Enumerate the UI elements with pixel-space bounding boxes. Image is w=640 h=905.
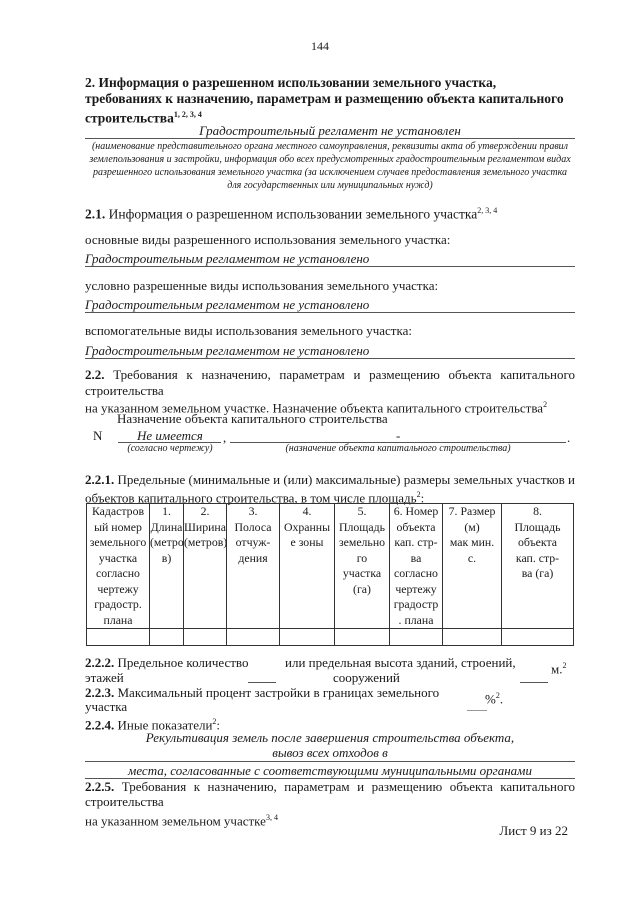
section-2-2-3-period: . — [499, 691, 504, 707]
section-2-2-1-title-line1: Предельные (минимальные и (или) максимальные) размеры земельных участков и — [117, 472, 576, 487]
purpose-period: . — [567, 430, 571, 445]
n-label: N — [93, 428, 103, 443]
col-header-size: 7. Размер (м) мак мин. с. — [443, 504, 502, 629]
conditional-uses-underline — [85, 312, 575, 313]
other-indicators-line3: места, согласованные с соответствующими муниципальными органами — [128, 763, 532, 778]
size-parameters-table — [86, 503, 574, 646]
section-2-2-3-blank — [467, 710, 487, 711]
section-2-2-5-title-line3: на указанном земельном участке — [85, 813, 266, 829]
section-2-2-2-footnote-ref: 2 — [562, 661, 567, 670]
section-2-2-2-number: 2.2.2. — [85, 655, 115, 670]
section-2-2-1-title-line2: объектов капитального строительства, в том числе площадь — [85, 490, 417, 506]
table-header-row — [87, 504, 574, 629]
section-2-2-2-unit: м. — [551, 661, 563, 677]
section-2-2-2-text3: этажей — [85, 670, 124, 685]
other-indicators-line1: Рекультивация земель после завершения строительства объекта, — [145, 730, 515, 745]
n-comma: , — [223, 430, 227, 445]
section-2-2-1-colon: : — [420, 490, 425, 506]
section-2-footnote-ref: 1, 2, 3, 4 — [173, 110, 202, 119]
table-row — [87, 629, 574, 646]
other-indicators-rule1 — [85, 761, 575, 762]
purpose-dash: - — [396, 428, 401, 443]
col-header-land-area: 5. Площадь земельно го участка (га) — [335, 504, 390, 629]
section-2-2-5-footnote-ref: 3, 4 — [265, 813, 278, 822]
section-2-2-1-footnote-ref: 2 — [416, 490, 421, 499]
section-2-2-title-line2: строительства — [85, 383, 164, 398]
col-header-object-area: 8. Площадь объекта кап. стр- ва (га) — [502, 504, 574, 629]
sheet-indicator: Лист 9 из 22 — [499, 823, 568, 838]
conditional-uses-label: условно разрешенные виды использования земельного участка: — [85, 278, 439, 293]
section-2-2-2-height-blank — [520, 682, 548, 683]
section-2-2-5-title-line1: Требования к назначению, параметрам и размещению объекта капитального — [121, 779, 576, 794]
section-2-2-3-footnote-ref: 2 — [495, 691, 500, 700]
section-2-2-number: 2.2. — [85, 367, 105, 382]
regulation-value: Градостроительный регламент не установлен — [199, 123, 461, 138]
n-value: Не имеется — [137, 428, 203, 443]
col-header-object-number: 6. Номер объекта кап. стр- ва согласно чертежу градостр . плана — [390, 504, 443, 629]
section-2-2-footnote-ref: 2 — [543, 400, 548, 409]
col-header-cadastral-number: Кадастров ый номер земельного участка согласно чертежу градостр. плана — [87, 504, 150, 629]
section-2-2-3-text2: участка — [85, 699, 128, 714]
section-2-2-2-text1: Предельное количество — [117, 655, 249, 670]
section-2-2-4-title: Иные показатели — [117, 717, 213, 733]
auxiliary-uses-underline — [85, 358, 575, 359]
col-header-length: 1. Длина (метро в) — [150, 504, 184, 629]
section-2-title: 2. Информация о разрешенном использовании земельного участка, требованиях к назначению, параметрам и размещению объекта капитального строительства — [85, 75, 564, 126]
section-2-2-4-number: 2.2.4. — [85, 717, 115, 733]
basic-uses-underline — [85, 266, 575, 267]
section-2-2-1-heading — [85, 472, 575, 488]
section-2-2-2-text2: или предельная высота зданий, строений, — [285, 655, 516, 670]
basic-uses-value: Градостроительным регламентом не установлено — [85, 251, 370, 266]
section-2-2-3-text1: Максимальный процент застройки в границах земельного — [117, 685, 440, 700]
regulation-underline — [85, 138, 575, 139]
caption-per-drawing: (согласно чертежу) — [127, 443, 213, 454]
section-2-1-number: 2.1. — [85, 206, 106, 222]
section-2-2-5-heading — [85, 779, 575, 795]
conditional-uses-value: Градостроительным регламентом не установлено — [85, 297, 370, 312]
caption-object-purpose: (назначение объекта капитального строительства) — [285, 443, 511, 454]
col-header-width: 2. Ширина (метров) — [184, 504, 227, 629]
regulation-note: (наименование представительного органа местного самоуправления, реквизиты акта об утверждении правил землепользования и застройки, информация обо всех предусмотренных градостроительным регламентом видах разрешенного использования земельного участка (за исключением случаев предоставления земельного участка для государственных или муниципальных нужд) — [89, 141, 571, 191]
section-2-2-2-text4: сооружений — [333, 670, 400, 685]
section-2-2-5-number: 2.2.5. — [85, 779, 115, 794]
page-number: 144 — [311, 39, 329, 53]
section-2-2-4-colon: : — [216, 717, 221, 733]
auxiliary-uses-label: вспомогательные виды использования земельного участка: — [85, 323, 412, 338]
section-2-2-2-floors-blank — [248, 682, 276, 683]
col-header-alienation-strip: 3. Полоса отчуж- дения — [227, 504, 280, 629]
section-2-2-3-unit: % — [485, 691, 496, 707]
section-2-2-2-unit-wrap — [551, 658, 581, 677]
section-2-1-heading — [85, 203, 575, 223]
other-indicators-line2: вывоз всех отходов в — [272, 745, 388, 760]
section-2-2-5-title-line2: строительства — [85, 794, 164, 809]
auxiliary-uses-value: Градостроительным регламентом не установлено — [85, 343, 370, 358]
section-2-2-title-line1: Требования к назначению, параметрам и размещению объекта капитального — [113, 367, 576, 382]
section-2-2-heading — [85, 367, 575, 383]
section-2-heading — [85, 75, 575, 127]
section-2-2-4-footnote-ref: 2 — [212, 717, 217, 726]
basic-uses-label: основные виды разрешенного использования земельного участка: — [85, 232, 451, 247]
section-2-1-title: Информация о разрешенном использовании земельного участка — [108, 206, 478, 222]
section-2-2-3-number: 2.2.3. — [85, 685, 115, 700]
section-2-1-footnote-ref: 2, 3, 4 — [477, 206, 498, 215]
purpose-label: Назначение объекта капитального строительства — [117, 411, 388, 426]
section-2-2-1-number: 2.2.1. — [85, 472, 115, 487]
section-2-2-title-line3: на указанном земельном участке. Назначение объекта капитального строительства — [85, 400, 544, 416]
section-2-2-3-unit-wrap — [485, 688, 525, 707]
col-header-protection-zones: 4. Охранны е зоны — [280, 504, 335, 629]
